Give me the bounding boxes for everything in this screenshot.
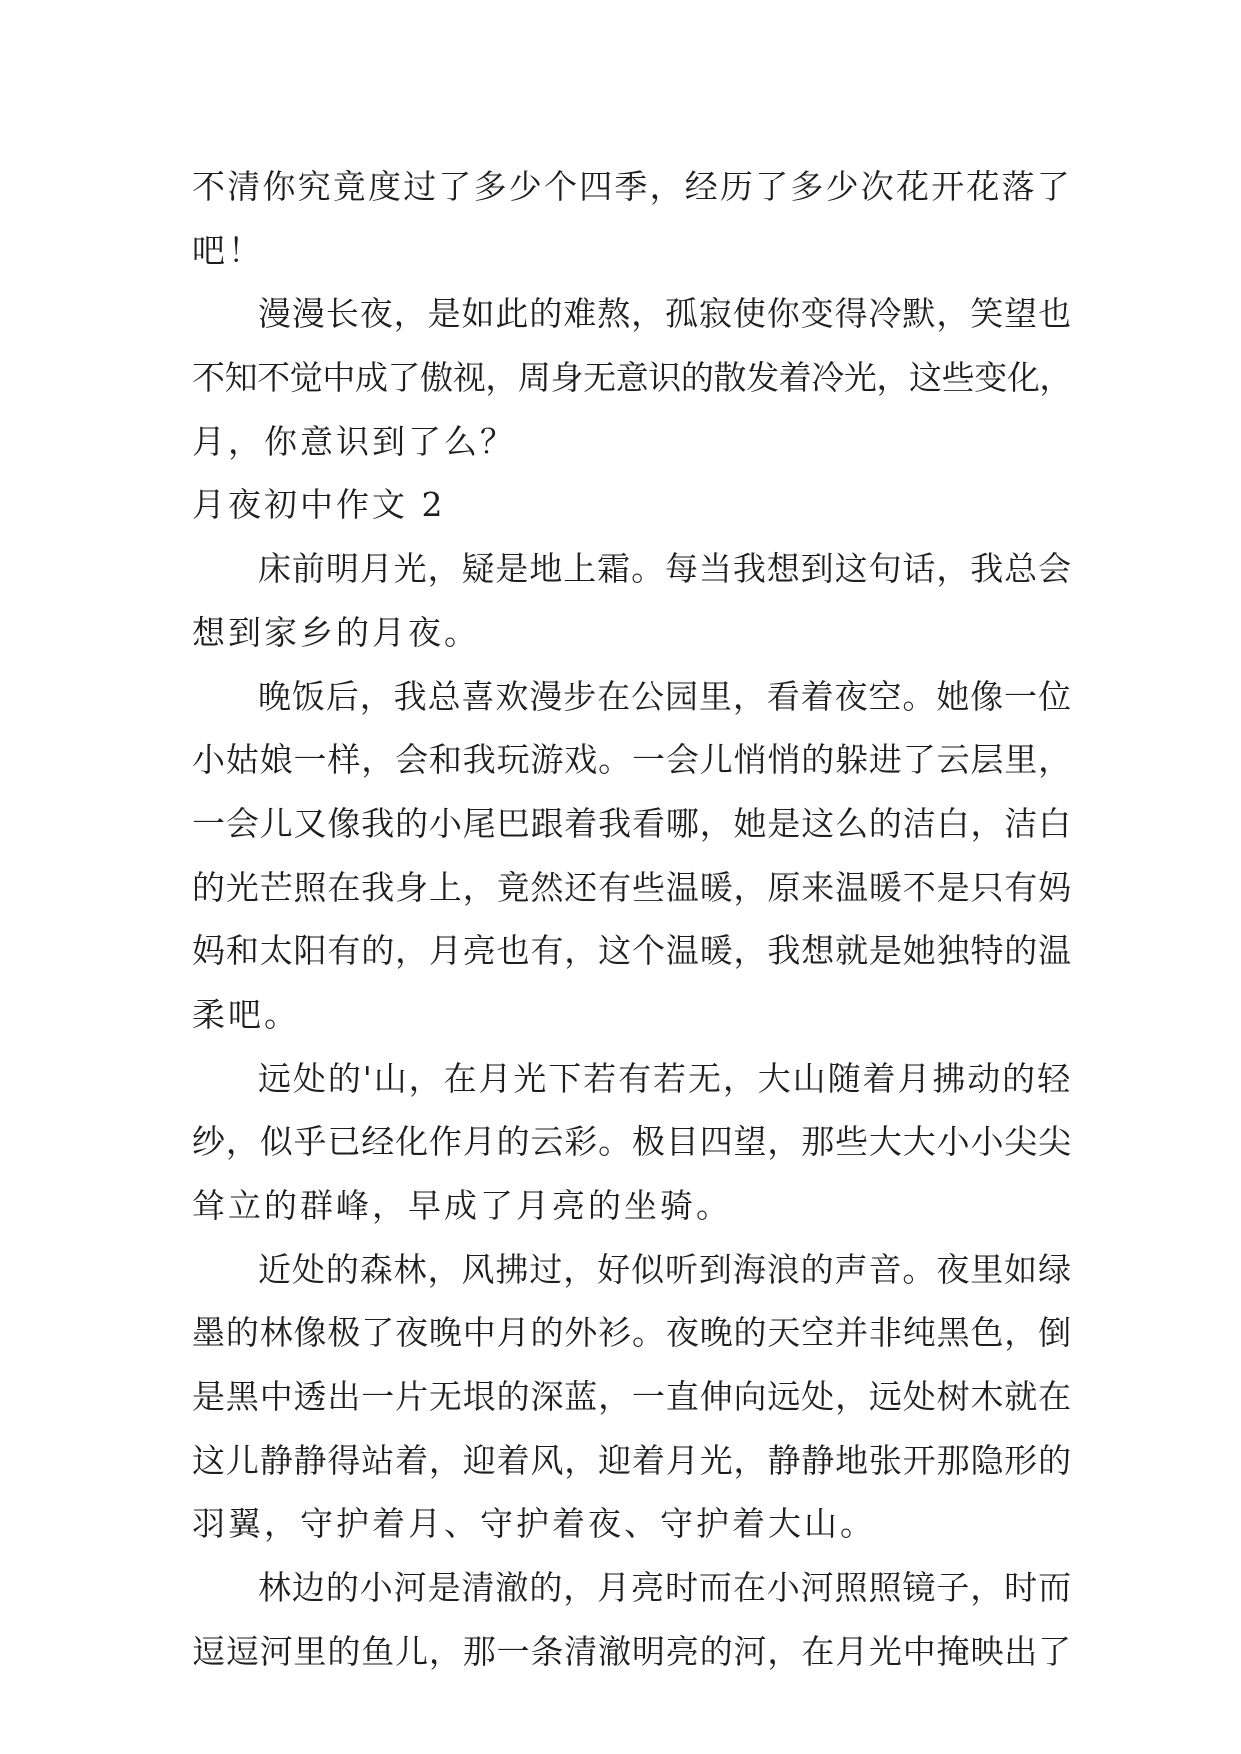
text-line: 纱，似乎已经化作月的云彩。极目四望，那些大大小小尖尖 xyxy=(192,1122,1072,1162)
text-line: 近处的森林，风拂过，好似听到海浪的声音。夜里如绿 xyxy=(258,1249,1072,1289)
text-line: 小姑娘一样，会和我玩游戏。一会儿悄悄的躲进了云层里， xyxy=(192,740,1072,780)
text-line: 羽翼，守护着月、守护着夜、守护着大山。 xyxy=(192,1504,876,1544)
text-line: 逗逗河里的鱼儿，那一条清澈明亮的河，在月光中掩映出了 xyxy=(192,1631,1072,1671)
text-line: 床前明月光，疑是地上霜。每当我想到这句话，我总会 xyxy=(258,549,1072,589)
text-line: 月，你意识到了么？ xyxy=(192,421,516,461)
text-line: 是黑中透出一片无垠的深蓝，一直伸向远处，远处树木就在 xyxy=(192,1377,1072,1417)
text-line: 妈和太阳有的，月亮也有，这个温暖，我想就是她独特的温 xyxy=(192,931,1072,971)
text-line: 想到家乡的月夜。 xyxy=(192,612,480,652)
text-line: 一会儿又像我的小尾巴跟着我看哪，她是这么的洁白，洁白 xyxy=(192,803,1072,843)
text-line: 远处的'山，在月光下若有若无，大山随着月拂动的轻 xyxy=(258,1058,1072,1098)
text-line: 不清你究竟度过了多少个四季，经历了多少次花开花落了 xyxy=(192,167,1072,206)
text-line: 的光芒照在我身上，竟然还有些温暖，原来温暖不是只有妈 xyxy=(192,867,1072,907)
text-line: 不知不觉中成了傲视，周身无意识的散发着冷光，这些变化， xyxy=(192,358,1073,398)
text-line: 林边的小河是清澈的，月亮时而在小河照照镜子，时而 xyxy=(258,1568,1072,1608)
text-line: 漫漫长夜，是如此的难熬，孤寂使你变得冷默，笑望也 xyxy=(258,294,1072,334)
text-line: 晚饭后，我总喜欢漫步在公园里，看着夜空。她像一位 xyxy=(258,676,1072,716)
text-line: 这儿静静得站着，迎着风，迎着月光，静静地张开那隐形的 xyxy=(192,1440,1072,1480)
text-line: 墨的林像极了夜晚中月的外衫。夜晚的天空并非纯黑色，倒 xyxy=(192,1313,1072,1353)
text-line: 耸立的群峰，早成了月亮的坐骑。 xyxy=(192,1186,732,1225)
text-line: 吧！ xyxy=(192,230,264,270)
document-body xyxy=(192,155,1072,1684)
text-line: 柔吧。 xyxy=(192,994,300,1034)
section-heading: 月夜初中作文 2 xyxy=(192,485,446,525)
